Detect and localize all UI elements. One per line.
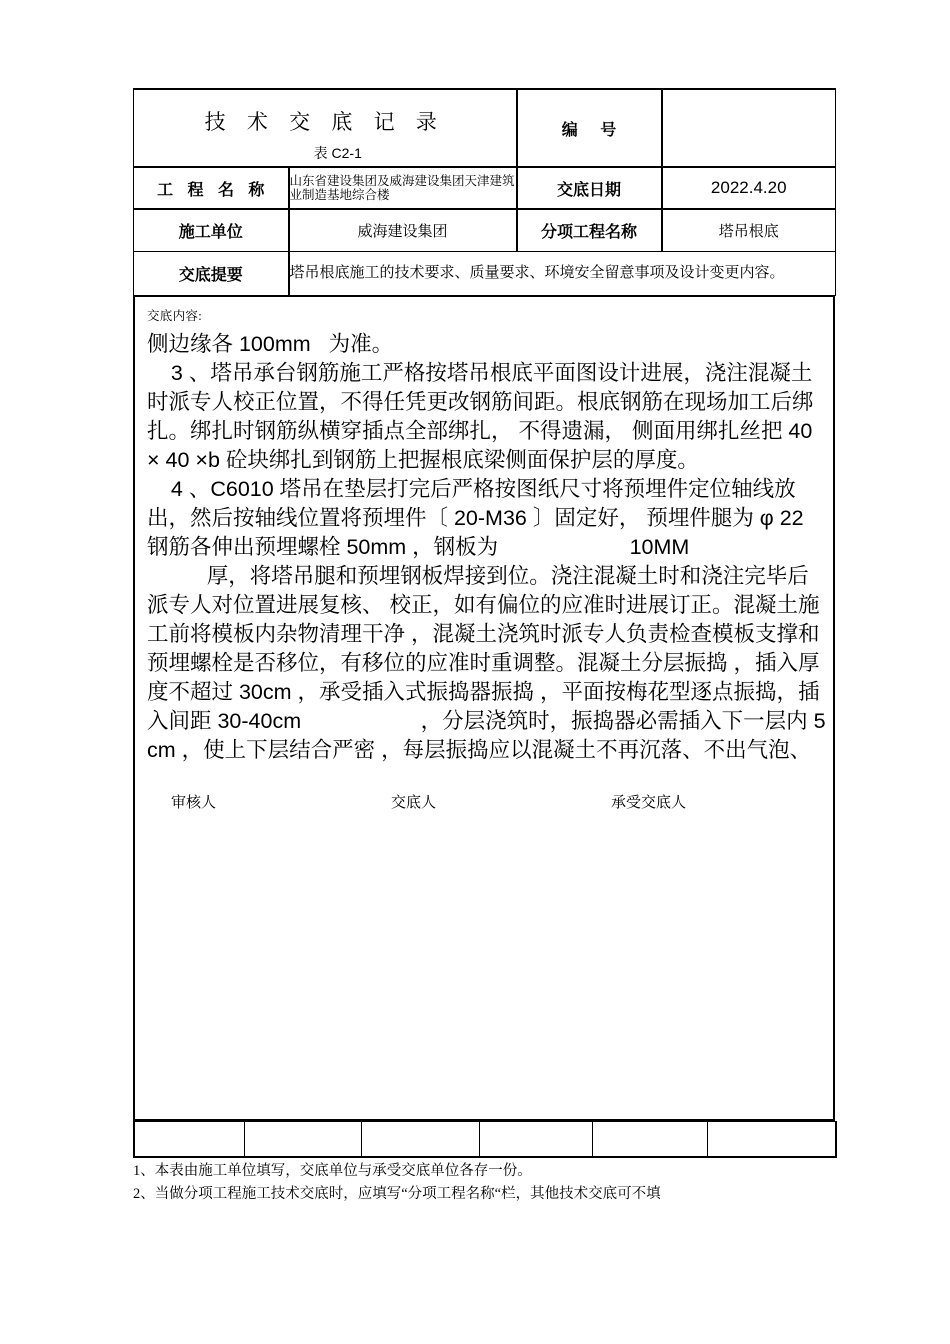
bottom-cell[interactable]	[592, 1122, 707, 1157]
bottom-cells-table	[133, 1121, 837, 1158]
disclosure-date-value[interactable]: 2022.4.20	[662, 167, 836, 209]
project-name-label: 工 程 名 称	[134, 167, 289, 209]
content-paragraph: 3 、塔吊承台钢筋施工严格按塔吊根底平面图设计进展，浇注混凝土时派专人校正位置，不得任凭更改钢筋间距。根底钢筋在现场加工后绑扎。绑扎时钢筋纵横穿插点全部绑扎， 不得遗漏， 侧面用绑扎丝把 40 × 40 ×b 砼块绑扎到钢筋上把握根底梁侧面保护层的厚度。	[147, 361, 819, 472]
content-body[interactable]	[135, 324, 833, 765]
footnote-item: 2、当做分项工程施工技术交底时，应填写“分项工程名称“栏，其他技术交底可不填	[133, 1186, 661, 1203]
reviewer-label: 审核人	[171, 795, 217, 811]
page-title: 技 术 交 底 记 录	[204, 109, 445, 134]
footnote-item: 1、本表由施工单位填写，交底单位与承受交底单位各存一份。	[133, 1163, 532, 1179]
number-label: 编 号	[517, 89, 662, 167]
bottom-cell[interactable]	[361, 1122, 479, 1157]
project-name-value[interactable]: 山东省建设集团及威海建设集团天津建筑业制造基地综合楼	[289, 167, 517, 209]
title-cell	[134, 89, 517, 167]
unit-row	[134, 209, 836, 251]
bottom-cell[interactable]	[134, 1122, 244, 1157]
brief-row	[134, 251, 836, 295]
construction-unit-label: 施工单位	[134, 209, 289, 251]
table-row	[134, 1122, 836, 1157]
receiver-label: 承受交底人	[611, 795, 687, 811]
number-value[interactable]	[662, 89, 836, 167]
bottom-cell[interactable]	[707, 1122, 836, 1157]
project-row	[134, 167, 836, 209]
form-code: 表 C2-1	[313, 144, 362, 161]
brief-value[interactable]: 塔吊根底施工的技术要求、质量要求、环境安全留意事项及设计变更内容。	[289, 251, 836, 295]
content-paragraph: 厚，将塔吊腿和预埋钢板焊接到位。浇注混凝土时和浇注完毕后派专人对位置进展复核、 校正，如有偏位的应准时进展订正。混凝土施工前将模板内杂物清理干净 ，混凝土浇筑时派专人负责检查模板支撑和预埋螺栓是否移位，有移位的应准时重调整。混凝土分层振捣 ，插入厚度不超过 30cm ，承受插入式振捣器振捣 ，平面按梅花型逐点振捣，插入间距 30-40cm ，分层浇筑时，振捣器必需插入下一层内 5cm ，使上下层结合严密 ，每层振捣应以混凝土不再沉落、不出气泡、	[147, 564, 826, 762]
brief-label: 交底提要	[134, 251, 289, 295]
content-box	[133, 296, 835, 1121]
disclosure-date-label: 交底日期	[517, 167, 662, 209]
content-paragraph: 4 、C6010 塔吊在垫层打完后严格按图纸尺寸将预埋件定位轴线放出，然后按轴线位置将预埋件〔 20-M36 〕固定好， 预埋件腿为 φ 22 钢筋各伸出预埋螺栓 50mm ，钢板为 10MM	[147, 477, 810, 559]
subitem-name-value[interactable]: 塔吊根底	[662, 209, 836, 251]
subitem-name-label: 分项工程名称	[517, 209, 662, 251]
presenter-label: 交底人	[391, 795, 437, 811]
title-row	[134, 89, 836, 167]
construction-unit-value[interactable]: 威海建设集团	[289, 209, 517, 251]
content-paragraph: 侧边缘各 100mm 为准。	[147, 332, 394, 356]
content-label: 交底内容:	[147, 309, 202, 323]
header-table	[133, 88, 836, 296]
footnotes	[133, 1160, 853, 1207]
bottom-cell[interactable]	[244, 1122, 361, 1157]
signature-row	[135, 791, 833, 812]
bottom-cell[interactable]	[479, 1122, 592, 1157]
